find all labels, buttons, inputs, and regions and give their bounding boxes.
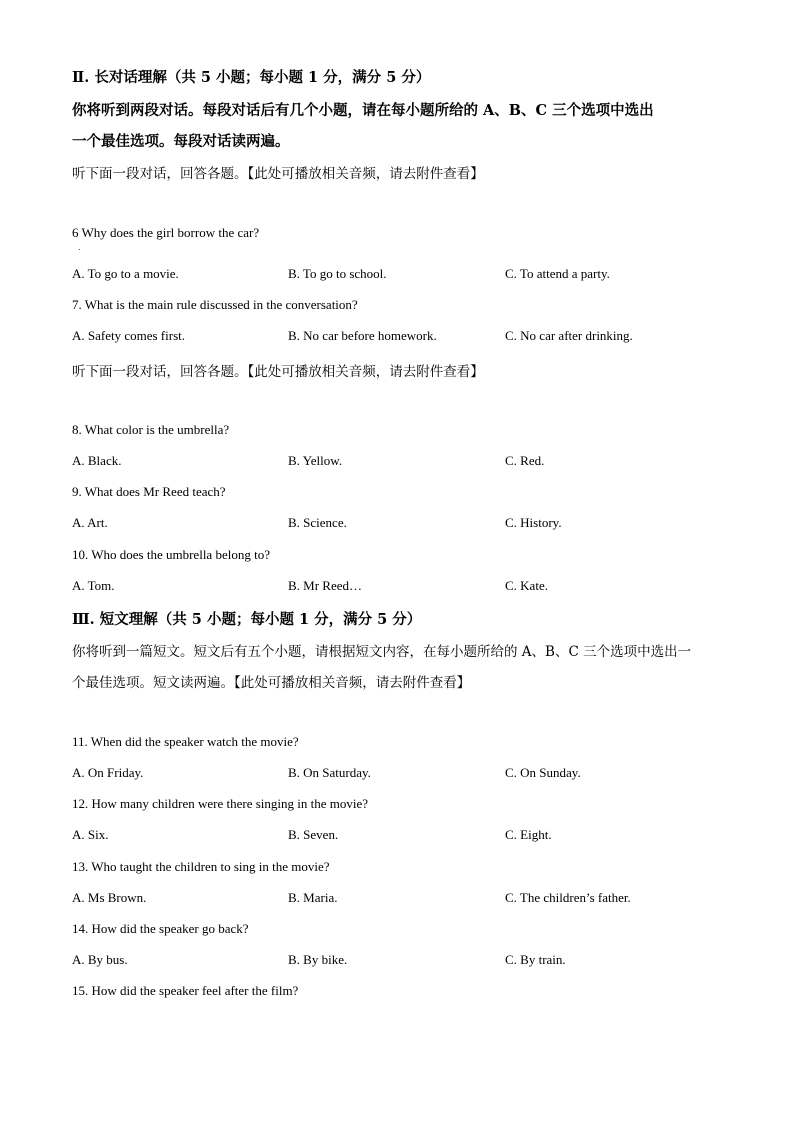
section3-heading: Ⅲ. 短文理解（共 5 小题；每小题 1 分，满分 5 分） xyxy=(72,611,422,628)
question-8: 8. What color is the umbrella? xyxy=(72,422,230,437)
question-10: 10. Who does the umbrella belong to? xyxy=(72,547,270,562)
section2-heading: Ⅱ. 长对话理解（共 5 小题；每小题 1 分，满分 5 分） xyxy=(72,69,431,86)
question-7-option-c: C. No car after drinking. xyxy=(505,328,633,343)
question-14-option-a: A. By bus. xyxy=(72,952,128,967)
question-12-option-c: C. Eight. xyxy=(505,827,552,842)
question-13-option-b: B. Maria. xyxy=(288,890,338,905)
question-11-option-b: B. On Saturday. xyxy=(288,765,371,780)
question-12: 12. How many children were there singing in the movie? xyxy=(72,796,369,811)
question-7: 7. What is the main rule discussed in the conversation? xyxy=(72,297,358,312)
section2-instruction-line1: 你将听到两段对话。每段对话后有几个小题，请在每小题所给的 A、B、C 三个选项中选出 xyxy=(72,102,654,119)
question-6-option-a: A. To go to a movie. xyxy=(72,266,179,281)
question-11: 11. When did the speaker watch the movie? xyxy=(72,734,299,749)
question-9-option-b: B. Science. xyxy=(288,515,347,530)
question-8-option-b: B. Yellow. xyxy=(288,453,343,468)
question-11-option-a: A. On Friday. xyxy=(72,765,144,780)
question-7-option-a: A. Safety comes first. xyxy=(72,328,186,343)
section3-instruction-line2: 个最佳选项。短文读两遍。【此处可播放相关音频，请去附件查看】 xyxy=(72,675,471,691)
stray-dot: . xyxy=(78,243,81,252)
question-6-option-c: C. To attend a party. xyxy=(505,266,610,281)
question-11-option-c: C. On Sunday. xyxy=(505,765,581,780)
question-12-option-b: B. Seven. xyxy=(288,827,339,842)
audio-note: 听下面一段对话，回答各题。【此处可播放相关音频，请去附件查看】 xyxy=(72,364,484,380)
question-10-option-c: C. Kate. xyxy=(505,578,548,593)
question-13-option-a: A. Ms Brown. xyxy=(72,890,147,905)
question-14-option-c: C. By train. xyxy=(505,952,566,967)
question-13: 13. Who taught the children to sing in the movie? xyxy=(72,859,330,874)
question-12-option-a: A. Six. xyxy=(72,827,109,842)
question-8-option-a: A. Black. xyxy=(72,453,122,468)
question-6: 6 Why does the girl borrow the car? xyxy=(72,225,260,240)
question-9: 9. What does Mr Reed teach? xyxy=(72,484,226,499)
question-13-option-c: C. The children’s father. xyxy=(505,890,631,905)
question-15: 15. How did the speaker feel after the film? xyxy=(72,983,299,998)
question-14-option-b: B. By bike. xyxy=(288,952,348,967)
section2-instruction-line2: 一个最佳选项。每段对话读两遍。 xyxy=(72,133,290,150)
question-14: 14. How did the speaker go back? xyxy=(72,921,249,936)
question-7-option-b: B. No car before homework. xyxy=(288,328,437,343)
question-10-option-b: B. Mr Reed… xyxy=(288,578,363,593)
question-6-option-b: B. To go to school. xyxy=(288,266,387,281)
question-9-option-a: A. Art. xyxy=(72,515,108,530)
question-8-option-c: C. Red. xyxy=(505,453,545,468)
question-10-option-a: A. Tom. xyxy=(72,578,115,593)
audio-note: 听下面一段对话，回答各题。【此处可播放相关音频，请去附件查看】 xyxy=(72,166,484,182)
question-9-option-c: C. History. xyxy=(505,515,562,530)
section3-instruction-line1: 你将听到一篇短文。短文后有五个小题，请根据短文内容，在每小题所给的 A、B、C 三个选项中选出一 xyxy=(72,644,692,660)
